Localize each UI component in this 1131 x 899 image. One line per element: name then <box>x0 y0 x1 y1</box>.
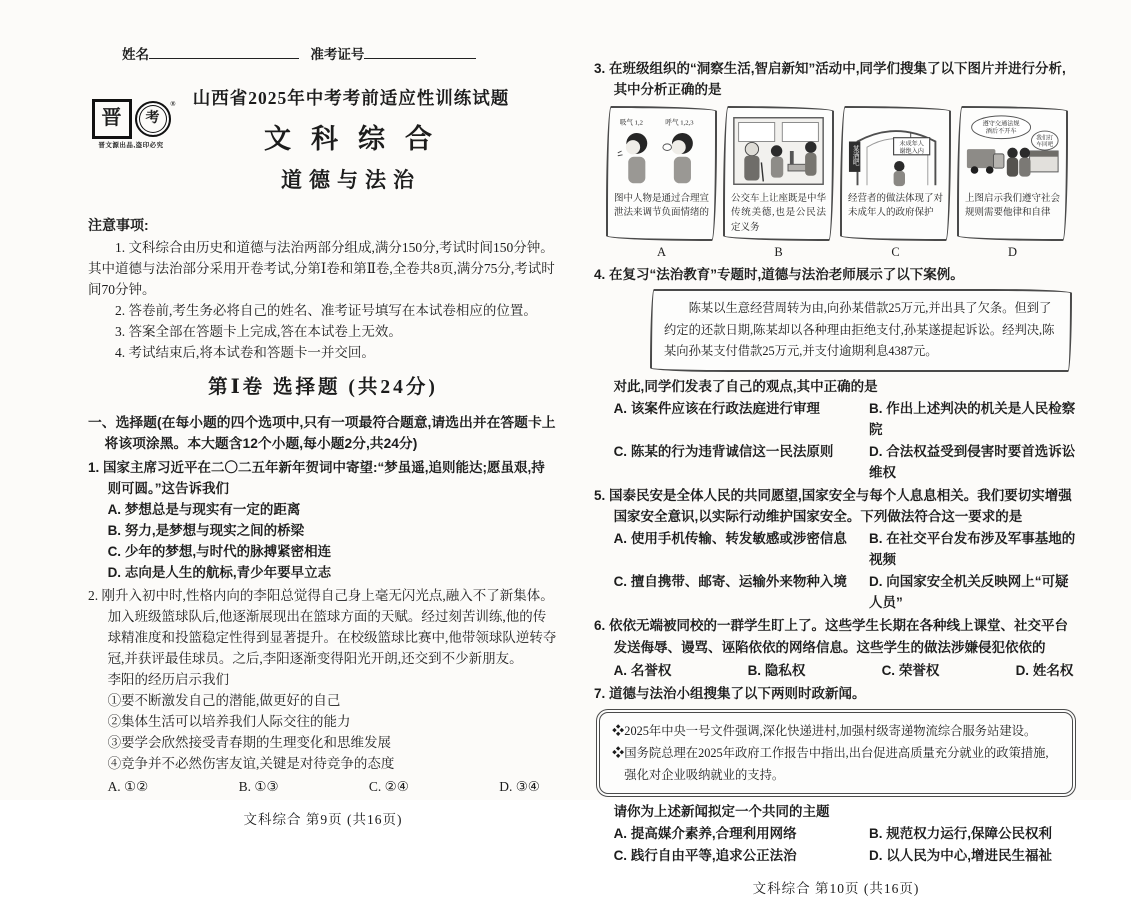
question-1-stem: 1. 国家主席习近平在二〇二五年新年贺词中寄望:“梦虽遥,追则能达;愿虽艰,持则可圆。”这告诉我们 <box>88 459 545 496</box>
question-5-option-b: B. 在社交平台发布涉及军事基地的视频 <box>869 531 1076 568</box>
question-4-option-c: C. 陈某的行为违背诚信这一民法原则 <box>613 444 834 460</box>
question-5-stem: 5. 国泰民安是全体人民的共同愿望,国家安全与每个人息息相关。我们要切实增强国家安全意识,以实际行动维护国家安全。下列做法符合这一要求的是 <box>594 488 1072 525</box>
question-3-picture-strip <box>606 106 1078 262</box>
course-title: 道德与法治 <box>281 168 421 193</box>
title-block <box>88 85 558 203</box>
question-2 <box>88 585 558 797</box>
breathing-exercise-cartoon <box>614 113 709 189</box>
picture-panel-d <box>957 106 1068 262</box>
question-3 <box>594 58 1078 262</box>
question-5-option-d: D. 向国家安全机关反映网上“可疑人员” <box>869 574 1069 611</box>
picture-panel-a-caption: 图中人物是通过合理宣泄法来调节负面情绪的 <box>614 194 710 219</box>
minors-sign-line-2: 谢绝入内 <box>899 148 924 155</box>
question-2-statement-1: ①要不断激发自己的潜能,做更好的自己 <box>107 693 341 709</box>
question-2-statement-3: ③要学会欣然接受青春期的生理变化和思维发展 <box>107 735 392 751</box>
question-4-option-a: A. 该案件应该在行政法庭进行审理 <box>613 400 820 416</box>
exam-title: 山西省2025年中考考前适应性训练试题 <box>192 88 510 109</box>
question-2-statement-2: ②集体生活可以培养我们人际交往的能力 <box>107 714 351 730</box>
picture-panel-d-box <box>957 106 1068 241</box>
name-blank-field <box>149 44 299 59</box>
question-5-option-c: C. 擅自携带、邮寄、运输外来物种入境 <box>613 574 847 590</box>
question-7-option-a: A. 提高媒介素养,合理利用网络 <box>613 826 797 842</box>
notice-item-2: 2. 答卷前,考生务必将自己的姓名、准考证号填写在本试卷相应的位置。 <box>115 303 537 319</box>
ticket-label: 准考证号 <box>310 47 365 62</box>
speech-bubble-1-line-1: 遵守交通法规 <box>982 121 1020 128</box>
question-5-options-row-1 <box>614 528 1078 570</box>
name-label: 姓名 <box>122 47 149 62</box>
page-10 <box>594 56 1078 899</box>
question-4-case-text: 陈某以生意经营周转为由,向孙某借款25万元,并出具了欠条。但到了约定的还款日期,陈某却以各种理由拒绝支付,孙某遂提起诉讼。经判决,陈某向孙某支付借款25万元,并支付逾期利息4387元。 <box>664 301 1055 359</box>
question-7-question: 请你为上述新闻拟定一个共同的主题 <box>613 804 830 820</box>
question-2-substem: 李阳的经历启示我们 <box>107 672 230 688</box>
ticket-blank-field <box>364 44 476 59</box>
question-6-option-c: C. 荣誉权 <box>881 662 940 678</box>
question-6 <box>594 615 1078 680</box>
picture-panel-a-label: A <box>656 244 667 259</box>
picture-panel-b-box <box>723 106 834 241</box>
question-4-case-box <box>650 289 1072 372</box>
publisher-logo-marks <box>88 99 174 139</box>
question-1-option-a: A. 梦想总是与现实有一定的距离 <box>107 501 301 517</box>
question-7-options-row-1 <box>614 823 1078 844</box>
street-no-drunk-driving-cartoon <box>965 113 1060 189</box>
question-5 <box>594 485 1078 613</box>
picture-panel-c <box>840 106 951 262</box>
question-6-option-a: A. 名誉权 <box>613 662 672 678</box>
notice-item-1: 1. 文科综合由历史和道德与法治两部分组成,满分150分,考试时间150分钟。其中道德与法治部分采用开卷考试,分第Ⅰ卷和第Ⅱ卷,全卷共8页,满分75分,考试时间70分钟。 <box>88 239 555 297</box>
publisher-emblem-icon <box>135 100 176 137</box>
question-7-intro: 7. 道德与法治小组搜集了以下两则时政新闻。 <box>594 685 866 701</box>
picture-panel-c-box <box>840 106 951 241</box>
candidate-info-row <box>122 44 558 65</box>
question-1 <box>88 457 558 583</box>
question-2-stem: 2. 刚升入初中时,性格内向的李阳总觉得自己身上毫无闪光点,融入不了新集体。加入班级篮球队后,他逐渐展现出在篮球方面的天赋。经过刻苦训练,他的传球精准度和投篮稳定性得到显著提升。在校级篮球比赛中,他带领球队逆转夺冠,并获评最佳球员。之后,李阳逐渐变得阳光开朗,还交到不少新朋友。 <box>88 587 557 667</box>
section-1-title: 第Ⅰ卷 选择题 (共24分) <box>208 377 438 399</box>
registered-mark: ® <box>170 100 176 109</box>
speech-bubble-1-line-2: 酒后不开车 <box>985 129 1017 136</box>
question-4 <box>594 264 1078 483</box>
question-5-option-a: A. 使用手机传输、转发敏感或涉密信息 <box>613 531 847 547</box>
question-6-options-row <box>614 660 1074 681</box>
question-6-stem: 6. 依依无端被同校的一群学生盯上了。这些学生长期在各种线上课堂、社交平台发送侮辱、谩骂、诬陷依依的网络信息。这些学生的做法涉嫌侵犯依依的 <box>594 618 1069 655</box>
bar-entrance-cartoon <box>848 113 943 189</box>
question-7-news-item-2: ❖国务院总理在2025年政府工作报告中指出,出台促进高质量充分就业的政策措施,强化对企业吸纳就业的支持。 <box>612 745 1049 782</box>
question-6-option-d: D. 姓名权 <box>1015 662 1074 678</box>
question-1-option-d: D. 志向是人生的航标,青少年要早立志 <box>107 564 332 580</box>
question-7-option-b: B. 规范权力运行,保障公民权利 <box>869 826 1053 842</box>
subject-title: 文科综合 <box>264 124 452 155</box>
question-2-options-row <box>108 776 540 797</box>
question-2-option-c: C. ②④ <box>368 779 409 795</box>
picture-panel-a-box <box>606 106 717 241</box>
question-1-option-b: B. 努力,是梦想与现实之间的桥梁 <box>107 522 305 538</box>
minors-sign-line-1: 未成年人 <box>899 141 924 148</box>
question-4-question: 对此,同学们发表了自己的观点,其中正确的是 <box>613 378 878 394</box>
question-6-option-b: B. 隐私权 <box>747 662 806 678</box>
question-4-options-row-1 <box>614 398 1078 440</box>
page-10-footer: 文科综合 第10页 (共16页) <box>752 881 920 897</box>
question-5-options-row-2 <box>614 571 1078 613</box>
question-1-option-c: C. 少年的梦想,与时代的脉搏紧密相连 <box>107 543 332 559</box>
notice-item-3: 3. 答案全部在答题卡上完成,答在本试卷上无效。 <box>115 324 402 340</box>
question-4-intro: 4. 在复习“法治教育”专题时,道德与法治老师展示了以下案例。 <box>594 267 964 283</box>
question-2-option-d: D. ③④ <box>499 779 540 795</box>
question-2-statement-4: ④竞争并不必然伤害友谊,关键是对待竞争的态度 <box>107 756 395 772</box>
inhale-tag: 吸气 1,2 <box>619 119 643 127</box>
picture-panel-a <box>606 106 717 262</box>
publisher-slogan: 晋文源出品,盗印必究 <box>98 142 164 150</box>
speech-bubble-2-line-2: 车回吧 <box>1036 142 1054 149</box>
emblem-char: 考 <box>145 111 160 127</box>
question-7 <box>594 683 1078 867</box>
publisher-seal-icon: 晋 <box>92 99 132 139</box>
picture-panel-b <box>723 106 834 262</box>
notice-item-4: 4. 考试结束后,将本试卷和答题卡一并交回。 <box>115 345 375 361</box>
page-9-footer: 文科综合 第9页 (共16页) <box>243 812 403 828</box>
question-4-option-d: D. 合法权益受到侵害时要首选诉讼维权 <box>869 444 1076 481</box>
question-3-stem: 3. 在班级组织的“洞察生活,智启新知”活动中,同学们搜集了以下图片并进行分析,其中分析正确的是 <box>594 61 1066 98</box>
speech-bubble-2-line-1: 我们打 <box>1036 135 1054 142</box>
question-4-option-b: B. 作出上述判决的机关是人民检察院 <box>869 400 1076 438</box>
picture-panel-c-label: C <box>891 244 900 259</box>
question-7-news-item-1: ❖2025年中央一号文件强调,深化快递进村,加强村级寄递物流综合服务站建设。 <box>612 723 1037 738</box>
question-2-option-a: A. ①② <box>107 779 149 795</box>
question-7-news-box <box>596 709 1076 797</box>
picture-panel-b-caption: 公交车上让座既是中华传统美德,也是公民法定义务 <box>731 194 827 233</box>
multiple-choice-instructions: 一、选择题(在每小题的四个选项中,只有一项最符合题意,请选出并在答题卡上将该项涂黑。本大题含12个小题,每小题2分,共24分) <box>88 414 556 452</box>
picture-panel-b-label: B <box>774 244 783 259</box>
question-4-options-row-2 <box>614 441 1078 483</box>
question-7-option-d: D. 以人民为中心,增进民生福祉 <box>869 848 1053 864</box>
notice-title: 注意事项: <box>88 217 149 234</box>
bar-side-sign: 某酒吧 <box>851 145 859 166</box>
question-2-option-b: B. ①③ <box>238 779 279 795</box>
publisher-logo <box>88 99 174 151</box>
exhale-tag: 呼气 1,2,3 <box>665 119 694 127</box>
picture-panel-d-label: D <box>1007 244 1018 259</box>
question-7-options-row-2 <box>614 845 1078 866</box>
bus-giving-seat-cartoon <box>731 113 826 189</box>
picture-panel-c-caption: 经营者的做法体现了对未成年人的政府保护 <box>848 194 944 219</box>
page-9 <box>88 44 558 830</box>
question-7-option-c: C. 践行自由平等,追求公正法治 <box>613 848 797 864</box>
picture-panel-d-caption: 上图启示我们遵守社会规则需要他律和自律 <box>965 194 1061 219</box>
